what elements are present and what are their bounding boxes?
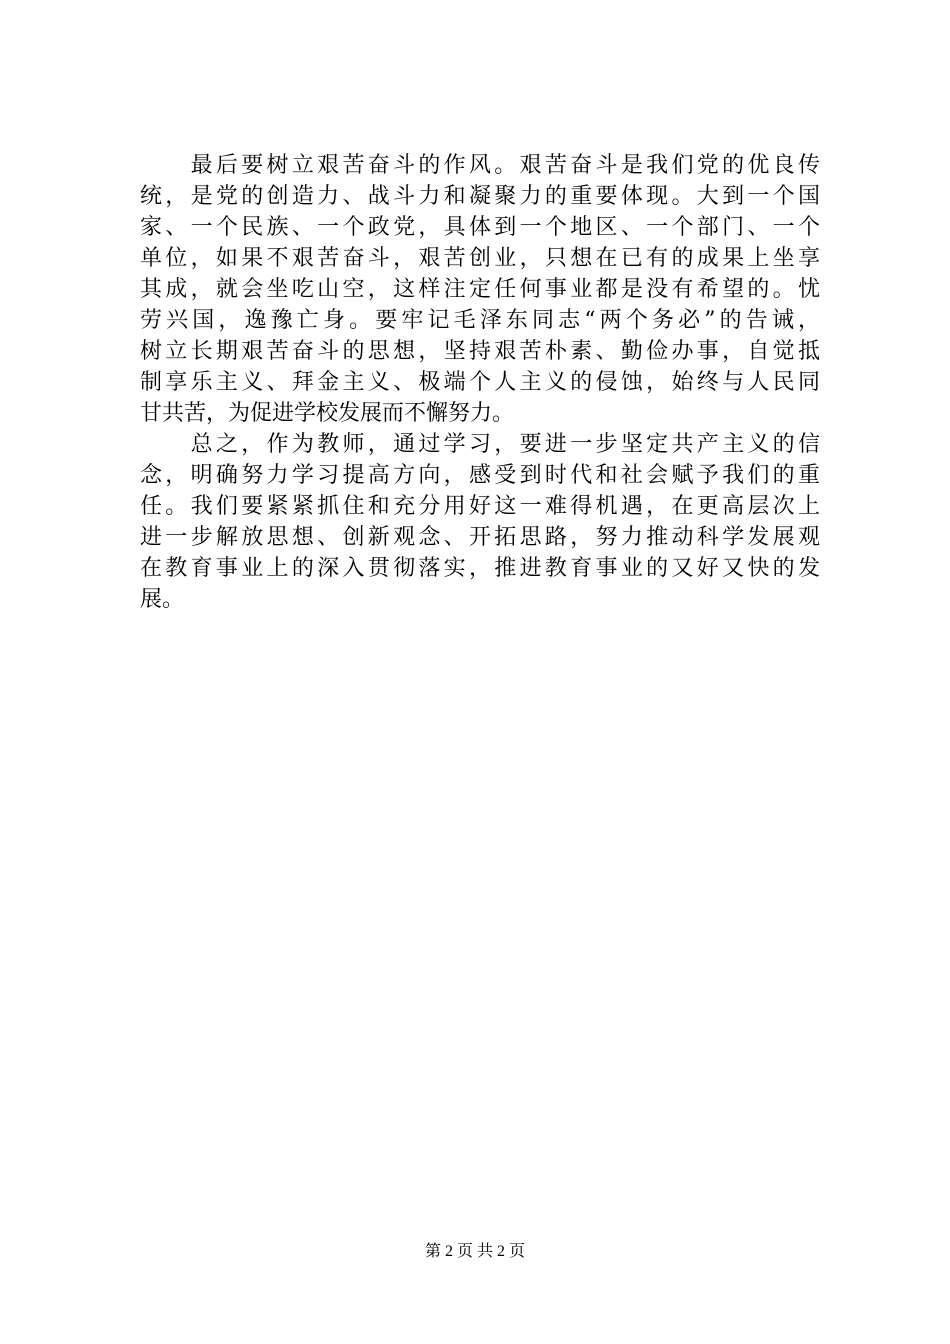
paragraph — [140, 429, 820, 615]
text-line: 劳兴国，逸豫亡身。要牢记毛泽东同志“两个务必”的告诫， — [140, 308, 820, 333]
text-line: 甘共苦，为促进学校发展而不懈努力。 — [140, 401, 515, 426]
text-line: 最后要树立艰苦奋斗的作风。艰苦奋斗是我们党的优良传 — [140, 153, 820, 178]
text-line: 在教育事业上的深入贯彻落实，推进教育事业的又好又快的发 — [140, 556, 820, 581]
text-line: 单位，如果不艰苦奋斗，艰苦创业，只想在已有的成果上坐享 — [140, 246, 820, 271]
text-line: 任。我们要紧紧抓住和充分用好这一难得机遇，在更高层次上 — [140, 494, 820, 519]
text-line: 总之，作为教师，通过学习，要进一步坚定共产主义的信 — [140, 432, 820, 457]
text-line: 其成，就会坐吃山空，这样注定任何事业都是没有希望的。忧 — [140, 277, 820, 302]
document-body — [140, 150, 820, 615]
text-line: 家、一个民族、一个政党，具体到一个地区、一个部门、一个 — [140, 215, 820, 240]
text-line: 展。 — [140, 587, 185, 612]
text-line: 念，明确努力学习提高方向，感受到时代和社会赋予我们的重 — [140, 463, 820, 488]
text-line: 树立长期艰苦奋斗的思想，坚持艰苦朴素、勤俭办事，自觉抵 — [140, 339, 820, 364]
paragraph — [140, 150, 820, 429]
text-line: 进一步解放思想、创新观念、开拓思路，努力推动科学发展观 — [140, 525, 820, 550]
page-footer — [0, 1241, 950, 1263]
text-line: 制享乐主义、拜金主义、极端个人主义的侵蚀，始终与人民同 — [140, 370, 820, 395]
text-line: 统，是党的创造力、战斗力和凝聚力的重要体现。大到一个国 — [140, 184, 820, 209]
page-number: 第 2 页 共 2 页 — [424, 1243, 525, 1260]
